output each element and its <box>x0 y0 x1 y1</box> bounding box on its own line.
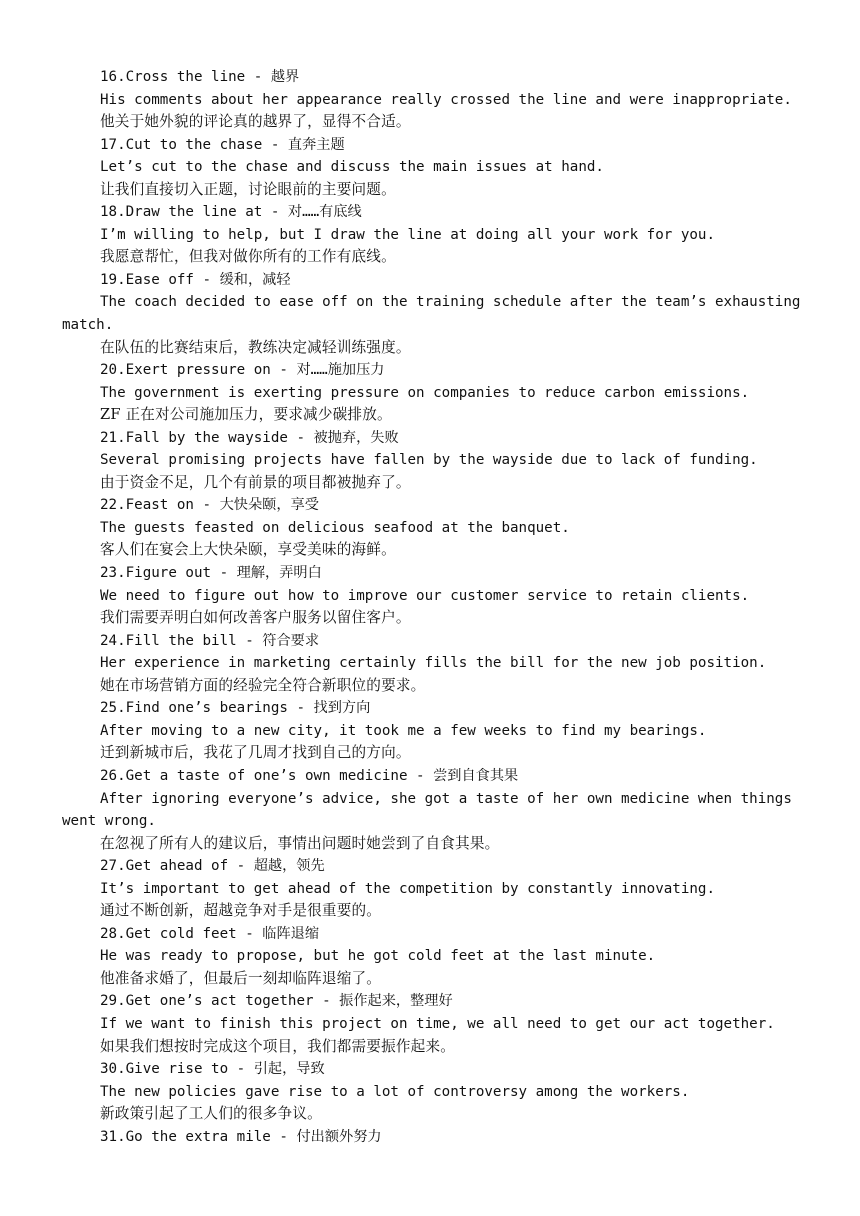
entry-heading: 31.Go the extra mile - 付出额外努力 <box>100 1128 382 1145</box>
idiom-list <box>62 66 800 1148</box>
chinese-translation: 她在市场营销方面的经验完全符合新职位的要求。 <box>100 676 426 694</box>
entry-heading: 28.Get cold feet - 临阵退缩 <box>100 925 320 942</box>
entry-29 <box>62 990 800 1058</box>
chinese-translation: 他准备求婚了，但最后一刻却临阵退缩了。 <box>100 969 382 987</box>
chinese-translation: 客人们在宴会上大快朵颐，享受美味的海鲜。 <box>100 541 396 559</box>
entry-heading: 19.Ease off - 缓和，减轻 <box>100 271 291 288</box>
entry-26 <box>62 765 800 855</box>
entry-20 <box>62 359 800 427</box>
entry-heading: 17.Cut to the chase - 直奔主题 <box>100 136 345 153</box>
english-example: It’s important to get ahead of the competition by constantly innovating. <box>100 880 715 897</box>
entry-heading: 27.Get ahead of - 超越，领先 <box>100 858 325 875</box>
entry-21 <box>62 427 800 495</box>
entry-heading: 20.Exert pressure on - 对……施加压力 <box>100 362 385 379</box>
entry-31 <box>62 1126 800 1149</box>
chinese-translation: 我们需要弄明白如何改善客户服务以留住客户。 <box>100 609 411 627</box>
entry-heading: 22.Feast on - 大快朵颐，享受 <box>100 497 319 514</box>
chinese-translation: 在忽视了所有人的建议后，事情出问题时她尝到了自食其果。 <box>100 834 500 852</box>
entry-16 <box>62 66 800 134</box>
english-example: He was ready to propose, but he got cold feet at the last minute. <box>100 948 656 965</box>
entry-24 <box>62 630 800 698</box>
english-example: His comments about her appearance really crossed the line and were inappropriate. <box>100 91 792 108</box>
entry-heading: 23.Figure out - 理解，弄明白 <box>100 565 322 582</box>
english-example: The new policies gave rise to a lot of controversy among the workers. <box>100 1083 690 1100</box>
chinese-translation: ZF 正在对公司施加压力，要求减少碳排放。 <box>100 406 392 424</box>
english-example: Let’s cut to the chase and discuss the main issues at hand. <box>100 159 604 176</box>
entry-heading: 18.Draw the line at - 对……有底线 <box>100 204 362 221</box>
english-example: Several promising projects have fallen by the wayside due to lack of funding. <box>100 452 758 469</box>
english-example: I’m willing to help, but I draw the line at doing all your work for you. <box>100 226 715 243</box>
entry-22 <box>62 494 800 562</box>
entry-17 <box>62 134 800 202</box>
chinese-translation: 由于资金不足，几个有前景的项目都被抛弃了。 <box>100 473 411 491</box>
entry-19 <box>62 269 800 359</box>
chinese-translation: 我愿意帮忙，但我对做你所有的工作有底线。 <box>100 248 396 266</box>
english-example: The guests feasted on delicious seafood at the banquet. <box>100 519 570 536</box>
entry-heading: 26.Get a taste of one’s own medicine - 尝到自食其果 <box>100 767 519 784</box>
chinese-translation: 通过不断创新，超越竞争对手是很重要的。 <box>100 902 382 920</box>
entry-25 <box>62 697 800 765</box>
chinese-translation: 迁到新城市后，我花了几周才找到自己的方向。 <box>100 744 411 762</box>
chinese-translation: 如果我们想按时完成这个项目，我们都需要振作起来。 <box>100 1037 456 1055</box>
entry-28 <box>62 923 800 991</box>
english-example: If we want to finish this project on time, we all need to get our act together. <box>100 1015 775 1032</box>
english-example: The government is exerting pressure on companies to reduce carbon emissions. <box>100 384 750 401</box>
entry-heading: 29.Get one’s act together - 振作起来，整理好 <box>100 993 453 1010</box>
entry-18 <box>62 201 800 269</box>
english-example-line-1: The coach decided to ease off on the training schedule after the team’s exhausting <box>100 294 801 311</box>
entry-heading: 30.Give rise to - 引起，导致 <box>100 1061 325 1078</box>
chinese-translation: 在队伍的比赛结束后，教练决定减轻训练强度。 <box>100 338 411 356</box>
english-example: Her experience in marketing certainly fills the bill for the new job position. <box>100 655 767 672</box>
entry-heading: 24.Fill the bill - 符合要求 <box>100 632 320 649</box>
entry-heading: 16.Cross the line - 越界 <box>100 69 300 85</box>
english-example-line-2: match. <box>62 317 114 334</box>
english-example-line-2: went wrong. <box>62 813 156 830</box>
entry-23 <box>62 562 800 630</box>
entry-heading: 25.Find one’s bearings - 找到方向 <box>100 700 371 717</box>
chinese-translation: 让我们直接切入正题，讨论眼前的主要问题。 <box>100 180 396 198</box>
english-example-line-1: After ignoring everyone’s advice, she got a taste of her own medicine when things <box>100 790 792 807</box>
entry-heading: 21.Fall by the wayside - 被抛弃，失败 <box>100 429 399 446</box>
entry-30 <box>62 1058 800 1126</box>
chinese-translation: 新政策引起了工人们的很多争议。 <box>100 1105 322 1123</box>
entry-27 <box>62 855 800 923</box>
chinese-translation: 他关于她外貌的评论真的越界了，显得不合适。 <box>100 113 411 131</box>
english-example: After moving to a new city, it took me a few weeks to find my bearings. <box>100 722 707 739</box>
english-example: We need to figure out how to improve our customer service to retain clients. <box>100 587 750 604</box>
